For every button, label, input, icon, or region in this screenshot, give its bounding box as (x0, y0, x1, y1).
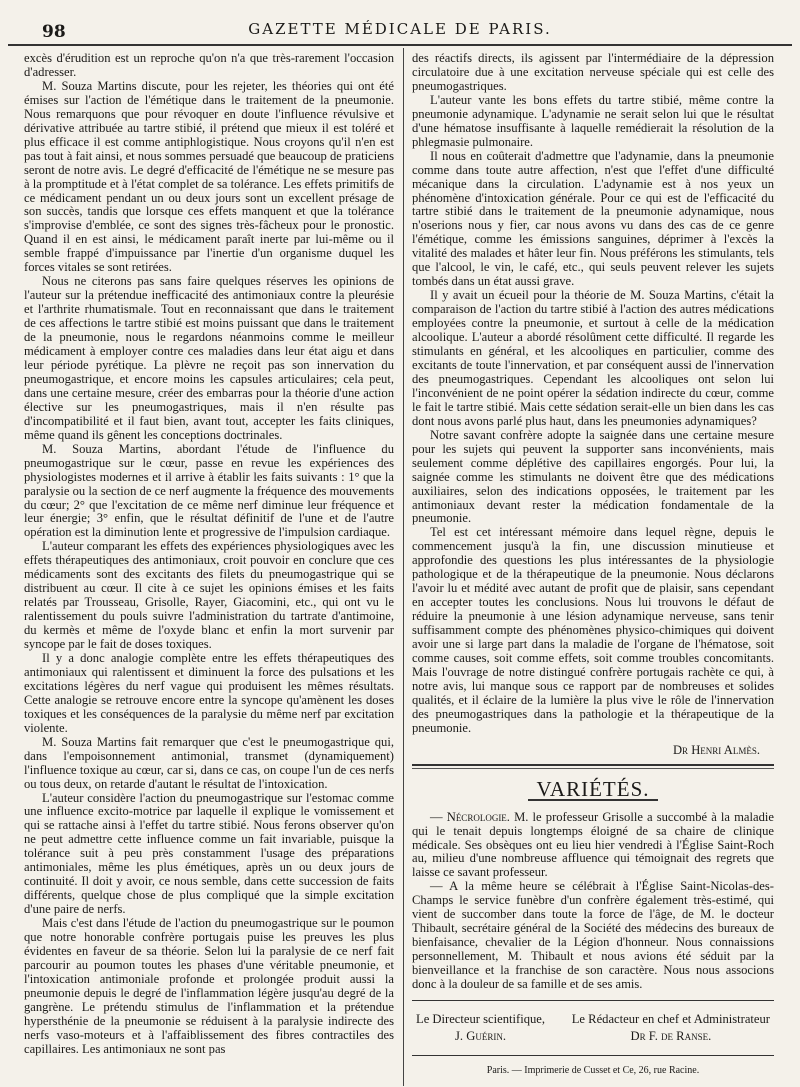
paragraph: Il y avait un écueil pour la théorie de M. Souza Martins, c'était la comparaison de l'action du tartre stibié à l'action des autres médications employées contre la pneumonie, et surtout à celle de la médication alcoolique. L'auteur a abordé résolûment cette difficulté. Il regarde les stimulants en général, et les alcooliques en particulier, comme des excitants de toute l'innervation, et par conséquent aussi de l'innervation des pneumogastriques. Cependant les alcooliques ont selon lui l'inconvénient de ne point opérer la sédation indirecte du cœur, comme le fait le tartre stibié. Mais cette sédation serait-elle un bien dans les cas dont nous avons parlé plus haut, dans les pneumonies adynamiques? (412, 288, 774, 428)
varietes-section-title (412, 776, 774, 801)
author-signature: Dr Henri Almès. (672, 742, 760, 757)
paragraph: L'auteur considère l'action du pneumogastrique sur l'estomac comme une influence excito-motrice par laquelle il explique le vomissement et qui se rattache ainsi à l'effet du tartre stibié. Nous ferons observer qu'on ne peut admettre cette influence comme un fait invariable, puisque la tolérance suit à peu près constamment l'usage des préparations antimoniales, même les plus émétiques, après un ou deux jours de continuité. Il doit y avoir, ce nous semble, dans cette succession de faits différents, quelque chose de plus compliqué que la simple excitation d'une paire de nerfs. (24, 790, 394, 917)
editorial-credits (412, 1011, 774, 1045)
printer-imprint: Paris. — Imprimerie de Cusset et Ce, 26, rue Racine. (486, 1065, 700, 1076)
paragraph: M. Souza Martins fait remarquer que c'est le pneumogastrique qui, dans l'empoisonnement antimonial, transmet (dynamiquement) l'influence toxique au cœur, car si, dans ce cas, on coupe l'un de ces nerfs ou tous deux, on retarde d'autant le résultat de l'intoxication. (24, 734, 394, 791)
paragraph: Il nous en coûterait d'admettre que l'adynamie, dans la pneumonie comme dans toute autre affection, n'est que l'effet d'une difficulté mécanique dans la circulation. L'adynamie est à nos yeux un phénomène d'intoxication générale. Pour ce qui est de l'efficacité du tartre stibié dans le traitement de la pneumonie adynamique, nous n'oserions nous y fier, car nous avons vu dans des cas de ce genre l'émétique, comme les émissions sanguines, déprimer à l'excès la vitalité des malades et hâter leur fin. Nous préférons les stimulants, tels que l'alcool, le vin, le café, etc., qui seuls peuvent relever les sujets tombés dans un état aussi grave. (412, 148, 774, 289)
section-rule-thin (412, 768, 774, 769)
varietes-item: — Nécrologie. M. le professeur Grisolle a succombé à la maladie qui le tenait depuis longtemps éloigné de sa chaire de clinique médicale. Ses obsèques ont eu lieu hier vendredi à l'Église Saint-Roch au, milieu d'une nombreuse affluence qui témoignait des regrets que laisse ce savant professeur. (412, 809, 774, 880)
running-header: GAZETTE MÉDICALE DE PARIS. (248, 20, 552, 38)
paragraph: L'auteur vante les bons effets du tartre stibié, même contre la pneumonie adynamique. L'adynamie ne serait selon lui que le résultat d'une hématose insuffisante à laquelle remédierait la résolution de la phlegmasie pulmonaire. (412, 92, 774, 149)
page-number: 98 (42, 22, 66, 42)
paragraph: Nous ne citerons pas sans faire quelques réserves les opinions de l'auteur sur la prétendue inefficacité des antimoniaux contre la pleurésie et l'arthrite rhumatismale. Tout en reconnaissant que dans le traitement de ces affections le tartre stibié est moins puissant que dans le traitement de la pneumonie, nous le regardons néanmoins comme le meilleur médicament à employer contre ces maladies dans leur état aigu et dans leur période pyrétique. La plèvre ne reçoit pas son innervation du pneumogastrique, et encore moins les capsules articulaires; cela peut, dans une certaine mesure, créer des embarras pour la théorie d'une action élective sur les pneumogastriques, mais il n'en résulte pas d'incompatibilité et il faut bien, avant tout, accepter les faits cliniques, même quand ils gênent les conceptions doctrinales. (24, 274, 394, 442)
editor-title: Le Rédacteur en chef et Administrateur (571, 1012, 770, 1026)
left-column (24, 52, 394, 1082)
paragraph: Il y a donc analogie complète entre les effets thérapeutiques des antimoniaux qui ralentissent et diminuent la force des pulsations et les excitations légères du nerf vague qui produisent les mêmes résultats. Cette analogie se retrouve encore entre la syncope qu'amènent les doses toxiques et les conséquences de la paralysie du même nerf par excitation violente. (24, 650, 394, 735)
credit-left (416, 1011, 545, 1045)
credit-right (572, 1011, 770, 1045)
varietes-item: — A la même heure se célébrait à l'Église Saint-Nicolas-des-Champs le service funèbre d'un confrère également très-estimé, qui vient de succomber dans toute la force de l'âge, de M. le docteur Thibault, secrétaire général de la Société des médecins des bureaux de bienfaisance, chevalier de la Légion d'honneur. Nous connaissions personnellement, M. Thibault et nous avions été séduit par la bienveillance et la franchise de son caractère. Nous nous associons donc à la douleur de sa famille et de ses amis. (412, 879, 774, 992)
right-column (412, 52, 774, 1082)
paragraph: M. Souza Martins discute, pour les rejeter, les théories qui ont été émises sur l'action de l'émétique dans le traitement de la pneumonie. Nous remarquons que pour révoquer en doute l'influence révulsive et dérivative attribuée au tartre stibié, il prétend que mieux il est toléré et plus efficace il est comme antiphlogistique. Nous croyons qu'il n'en est pas tout à fait ainsi, et nous sommes persuadé que beaucoup de praticiens seront de notre avis. Le degré d'efficacité de l'émétique ne se mesure pas à la promptitude et à l'état complet de sa tolérance. Les effets primitifs de ce médicament pendant un ou deux jours sont un excellent présage de son succès, tandis que lorsque ces effets manquent et que la tolérance s'improvise d'emblée, ce sont des signes très-fâcheux pour le pronostic. Quand il en est ainsi, le médicament paraît inerte par lui-même ou il semble frappé d'impuissance par l'inertie d'un organisme duquel les forces vitales se sont retirées. (24, 78, 394, 275)
director-title: Le Directeur scientifique, (416, 1012, 546, 1026)
paragraph: excès d'érudition est un reproche qu'on n'a que très-rarement l'occasion d'adresser. (24, 51, 394, 79)
paragraph: des réactifs directs, ils agissent par l'intermédiaire de la dépression circulatoire due à une excitation nerveuse spéciale qui est celle des pneumogastriques. (412, 51, 774, 93)
imprint-rule (412, 1055, 774, 1056)
paragraph: Mais c'est dans l'étude de l'action du pneumogastrique sur le poumon que notre honorable confrère portugais puise les preuves les plus évidentes en faveur de sa théorie. Selon lui la paralysie de ce nerf fait parcourir au poumon toutes les phases d'une véritable pneumonie, et l'intoxication antimoniale profonde et prolongée produit aussi la pneumonie depuis le degré de l'inflammation légère jusqu'au degré de la gangrène. Le prétendu stimulus de l'inflammation et la prétendue hypersthénie de la pneumonie se réduisent à la paralysie indirecte des nerfs vaso-moteurs et à l'affaiblissement des fibres contractiles des capillaires. Les antimoniaux ne sont pas (24, 916, 394, 1056)
paragraph: Tel est cet intéressant mémoire dans lequel règne, depuis le commencement jusqu'à la fin, une discussion minutieuse et approfondie des questions les plus intéressantes de la physiologie pathologique et de la thérapeutique de la pneumonie. Nous déclarons l'avoir lu et médité avec autant de profit que de plaisir, sans cependant en accepter toutes les conclusions. Nous lui trouvons le défaut de réduire la pneumonie à une lésion adynamique nerveuse, sans tenir suffisamment compte des phénomènes physico-chimiques qui doivent avoir une si large part dans la maladie de l'organe de l'hématose, soit comme causes, soit comme effets, soit comme troubles concomitants. Mais l'ouvrage de notre distingué confrère portugais rachète ce qui, à notre avis, lui manque sous ce rapport par de nombreuses et solides qualités, et il éclaire de la lumière la plus vive le rôle de l'innervation des pneumogastriques dans la pathologie et la thérapeutique de la pneumonie. (412, 525, 774, 735)
column-divider (403, 48, 404, 1086)
director-name: J. Guérin. (455, 1029, 506, 1043)
paragraph: L'auteur comparant les effets des expériences physiologiques avec les effets thérapeutiques des antimoniaux, croit pouvoir en conclure que ces médicaments sont des excitants des filets du pneumogastrique qui se distribuent au cœur. Il cite à ce sujet les opinions émises et les faits relatés par Trousseau, Grisolle, Rayer, Giacomini, etc., qui ont vu le ralentissement du pouls suivre l'administration du tartrate d'antimoine, du kermès et même de l'oxyde blanc et enfin la mort survenir par syncope par le fait de doses toxiques. (24, 539, 394, 652)
section-rule (412, 764, 774, 766)
item-text: A la même heure se célébrait à l'Église Saint-Nicolas-des-Champs le service funèbre d'un confrère également très-estimé, qui vient de succomber dans toute la force de l'âge, de M. le docteur Thibault, secrétaire général de la Société des médecins des bureaux de bienfaisance, chevalier de la Légion d'honneur. Nous connaissions personnellement, M. Thibault et nous avions été séduit par la bienveillance et la franchise de son caractère. Nous nous associons donc à la douleur de sa famille et de ses amis. (412, 879, 774, 992)
footer-rule (412, 1000, 774, 1001)
paragraph: Notre savant confrère adopte la saignée dans une certaine mesure pour les sujets qui peuvent la supporter sans inconvénients, mais seulement comme déplétive des capillaires engorgés. Pour lui, la saignée comme les stimulants ne doivent être que des médications auxiliaires, selon des indications opposées, le traitement par les antimoniaux devant rester la médication fondamentale de la pneumonie. (412, 427, 774, 526)
paragraph: M. Souza Martins, abordant l'étude de l'influence du pneumogastrique sur le cœur, passe en revue les expériences des physiologistes modernes et il arrive à établir les faits suivants : 1° que la paralysie ou la section de ce nerf augmente la fréquence des mouvements du cœur; 2° que l'excitation de ce même nerf diminue leur fréquence et leur énergie; 3° enfin, que le résultat définitif de l'une et de l'autre opération est la diminution lente et progressive de l'impulsion cardiaque. (24, 441, 394, 540)
item-text: M. le professeur Grisolle a succombé à la maladie qui le tenait depuis longtemps éloigné de sa chaire de clinique médicale. Ses obsèques ont eu lieu hier vendredi à l'Église Saint-Roch au, milieu d'une nombreuse affluence qui témoignait des regrets que laisse ce savant professeur. (412, 809, 774, 880)
item-label: Nécrologie. (446, 809, 510, 824)
editor-name: Dr F. de Ranse. (630, 1029, 712, 1043)
varietes-title-text: VARIÉTÉS. (528, 783, 657, 801)
header-rule (8, 44, 792, 46)
